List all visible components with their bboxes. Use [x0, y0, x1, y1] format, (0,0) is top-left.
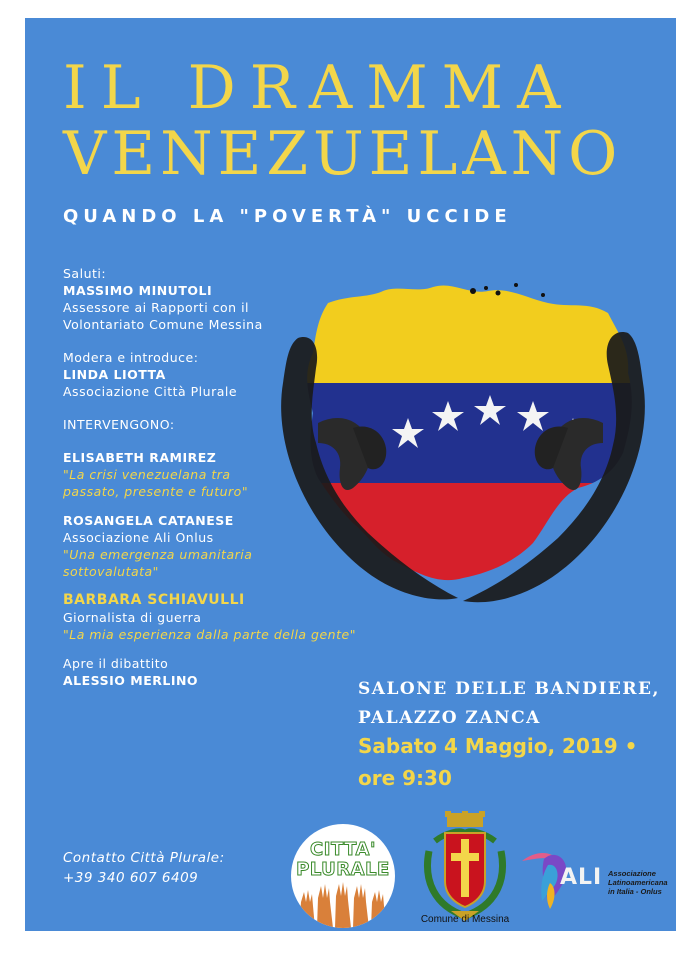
raised-hands-icon [291, 882, 395, 928]
event-date [358, 730, 637, 794]
citta-plurale-logo [291, 824, 395, 928]
title-line-2: VENEZUELANO [63, 119, 623, 189]
speakers-label: INTERVENGONO: [63, 417, 175, 432]
speaker-1-quote-line-1: "La crisi venezuelana tra [63, 467, 231, 482]
citta-plurale-logo-line-1: CITTA' [310, 839, 376, 860]
program [63, 265, 356, 689]
saluti-role-line-1: Assessore ai Rapporti con il [63, 300, 250, 315]
speaker-2-quote-line-1: "Una emergenza umanitaria [63, 547, 253, 562]
ali-logo-text: ALI [560, 865, 603, 890]
moderator-name: LINDA LIOTTA [63, 367, 166, 382]
speaker-2-quote-line-2: sottovalutata" [63, 564, 159, 579]
speaker-1-quote-line-2: passato, presente e futuro" [63, 484, 249, 499]
saluti-name: MASSIMO MINUTOLI [63, 283, 213, 298]
contact [63, 848, 225, 888]
venue-line-2: PALAZZO ZANCA [358, 708, 541, 728]
ali-logo-subtitle: Associazione Latinoamericana in Italia - Onlus [608, 869, 668, 896]
speaker-2-name: ROSANGELA CATANESE [63, 513, 234, 528]
comune-messina-label: Comune di Messina [420, 914, 510, 925]
closing-label: Apre il dibattito [63, 656, 169, 671]
speaker-3-role: Giornalista di guerra [63, 610, 202, 625]
speaker-1-name: ELISABETH RAMIREZ [63, 450, 217, 465]
venue-line-1: SALONE DELLE BANDIERE, [358, 679, 660, 699]
moderator-org: Associazione Città Plurale [63, 384, 238, 399]
date-line-2: ore 9:30 [358, 766, 452, 790]
moderator-label: Modera e introduce: [63, 350, 199, 365]
speaker-2-org: Associazione Ali Onlus [63, 530, 214, 545]
title-line-1: IL DRAMMA [63, 53, 575, 123]
saluti-role-line-2: Volontariato Comune Messina [63, 317, 263, 332]
saluti-label: Saluti: [63, 266, 107, 281]
contact-phone: +39 340 607 6409 [63, 870, 199, 886]
comune-messina-crest [415, 811, 515, 929]
closing-name: ALESSIO MERLINO [63, 673, 199, 688]
speaker-3-quote: "La mia esperienza dalla parte della gente" [63, 627, 356, 642]
speaker-3-name: BARBARA SCHIAVULLI [63, 592, 245, 608]
subtitle: QUANDO LA "POVERTÀ" UCCIDE [63, 206, 512, 227]
venue [358, 675, 660, 733]
date-line-1: Sabato 4 Maggio, 2019 • [358, 734, 638, 758]
citta-plurale-logo-line-2: PLURALE [296, 859, 390, 880]
poster [25, 18, 676, 931]
contact-label: Contatto Città Plurale: [63, 850, 225, 866]
